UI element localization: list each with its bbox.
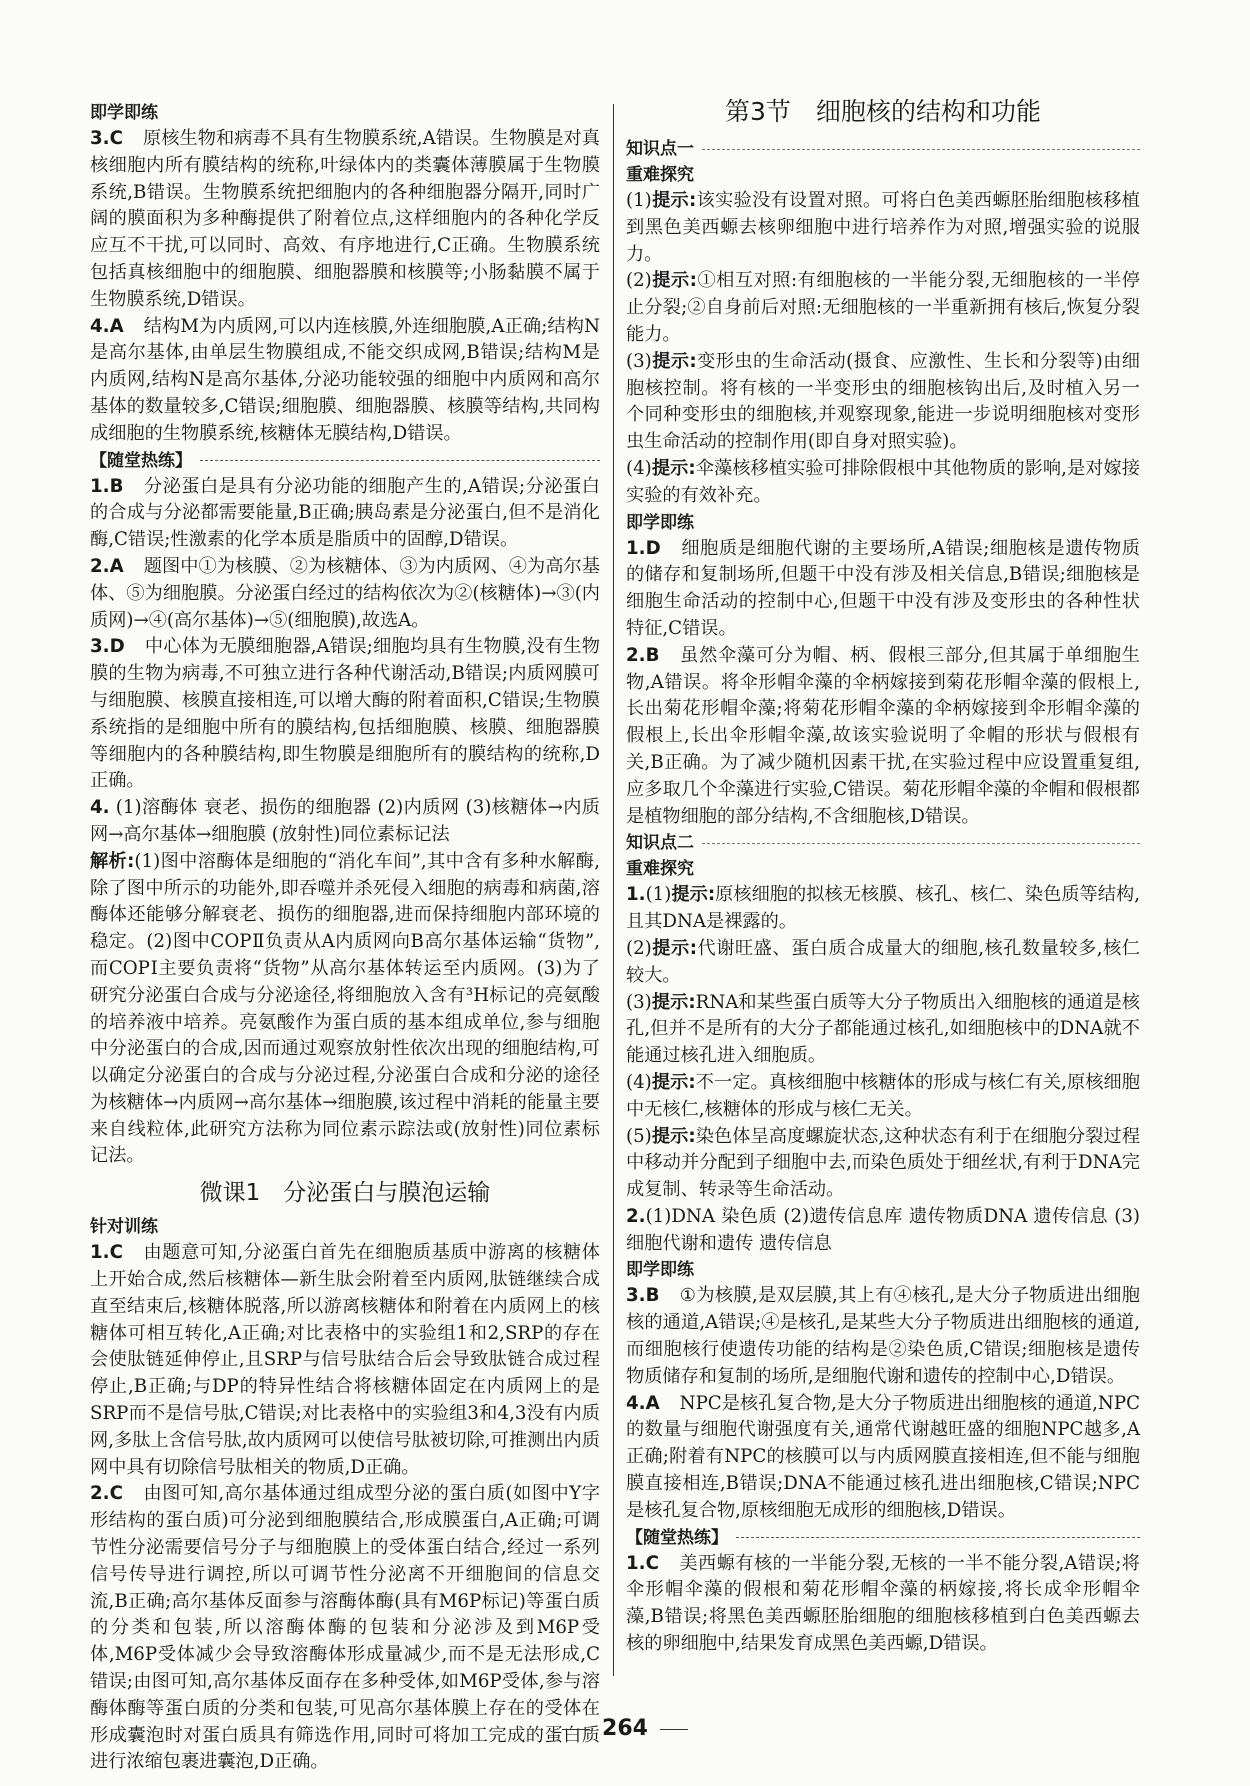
answer-item: 3.D 中心体为无膜细胞器,A错误;细胞均具有生物膜,没有生物膜的生物为病毒,不可独立进行各种代谢活动,B错误;内质网膜可与细胞膜、核膜直接相连,可以增大酶的附着面积,C错误;生物膜系统指的是细胞中所有的膜结构,包括细胞膜、核膜、细胞器膜等细胞内的各种膜结构,即生物膜是细胞所有的膜结构的统称,D正确。 xyxy=(90,636,600,792)
explore-item: (2)提示:①相互对照:有细胞核的一半能分裂,无细胞核的一半停止分裂;②自身前后对照:无细胞核的一半重新拥有核后,恢复分裂能力。 xyxy=(626,270,1140,345)
answer-item: 1.D 细胞质是细胞代谢的主要场所,A错误;细胞核是遗传物质的储存和复制场所,但题干中没有涉及相关信息,B错误;细胞核是细胞生命活动的控制中心,但题干中没有涉及变形虫的各种性状特征,C错误。 xyxy=(626,537,1140,639)
right-column xyxy=(626,97,1140,1658)
section-title: 【随堂热练】 xyxy=(626,1525,1140,1551)
explore-item: 1.(1)提示:原核细胞的拟核无核膜、核孔、核仁、染色质等结构,且其DNA是裸露的。 xyxy=(626,884,1140,933)
knowledge-point-label: 知识点二 xyxy=(626,830,1140,856)
analysis: 解析:(1)图中溶酶体是细胞的“消化车间”,其中含有多种水解酶,除了图中所示的功能外,即吞噬并杀死侵入细胞的病毒和病菌,溶酶体还能够分解衰老、损伤的细胞器,进而保持细胞内部环境的稳定。(2)图中COPⅡ负责从A内质网向B高尔基体运输“货物”,而COPⅠ主要负责将“货物”从高尔基体转运至内质网。(3)为了研究分泌蛋白合成与分泌途径,将细胞放入含有³H标记的亮氨酸的培养液中培养。亮氨酸作为蛋白质的基本组成单位,参与细胞中分泌蛋白的合成,因而通过观察放射性依次出现的细胞结构,可以确定分泌蛋白的合成与分泌过程,分泌蛋白合成和分泌的途径为核糖体→内质网→高尔基体→细胞膜,该过程中消耗的能量主要来自线粒体,此研究方法称为同位素示踪法或(放射性)同位素标记法。 xyxy=(90,850,600,1167)
answer-item: 2.C 由图可知,高尔基体通过组成型分泌的蛋白质(如图中Y字形结构的蛋白质)可分泌到细胞膜结合,形成膜蛋白,A正确;可调节性分泌需要信号分子与细胞膜上的受体蛋白结合,经过一系列信号传导进行调控,所以可调节性分泌离不开细胞间的信息交流,B正确;高尔基体反面参与溶酶体酶(具有M6P标记)等蛋白质的分类和包装,所以溶酶体酶的包装和分泌涉及到M6P受体,M6P受体减少会导致溶酶体形成量减少,而不是无法形成,C错误;由图可知,高尔基体反面存在多种受体,如M6P受体,参与溶酶体酶等蛋白质的分类和包装,可见高尔基体膜上存在的受体在形成囊泡时对蛋白质具有筛选作用,同时可将加工完成的蛋白质进行浓缩包裹进囊泡,D正确。 xyxy=(90,1483,600,1773)
explore-item: (3)提示:RNA和某些蛋白质等大分子物质出入细胞核的通道是核孔,但并不是所有的大分子都能通过核孔,如细胞核中的DNA就不能通过核孔进入细胞质。 xyxy=(626,991,1140,1067)
page-number-dash-right xyxy=(660,1729,688,1730)
section-title: 重难探究 xyxy=(626,165,694,185)
explore-item: (4)提示:伞藻核移植实验可排除假根中其他物质的影响,是对嫁接实验的有效补充。 xyxy=(626,457,1140,506)
section-title: 【随堂热练】 xyxy=(90,448,600,474)
answer-item: 2.A 题图中①为核膜、②为核糖体、③为内质网、④为高尔基体、⑤为细胞膜。分泌蛋白经过的结构依次为②(核糖体)→③(内质网)→④(高尔基体)→⑤(细胞膜),故选A。 xyxy=(90,555,600,631)
page-number-dash-left xyxy=(562,1729,590,1730)
answer-item: 4. (1)溶酶体 衰老、损伤的细胞器 (2)内质网 (3)核糖体→内质网→高尔基体→细胞膜 (放射性)同位素标记法 xyxy=(90,797,600,845)
answer-item: 4.A 结构M为内质网,可以内连核膜,外连细胞膜,A正确;结构N是高尔基体,由单层生物膜组成,不能交织成网,B错误;结构M是内质网,结构N是高尔基体,分泌功能较强的细胞中内质网和高尔基体的数量较多,C错误;细胞膜、细胞器膜、核膜等结构,共同构成细胞的生物膜系统,核糖体无膜结构,D错误。 xyxy=(90,315,600,444)
explore-item: (4)提示:不一定。真核细胞中核糖体的形成与核仁有关,原核细胞中无核仁,核糖体的形成与核仁无关。 xyxy=(626,1071,1140,1120)
explore-item: (1)提示:该实验没有设置对照。可将白色美西螈胚胎细胞核移植到黑色美西螈去核卵细胞中进行培养作为对照,增强实验的说服力。 xyxy=(626,190,1140,265)
answer-item: 3.C 原核生物和病毒不具有生物膜系统,A错误。生物膜是对真核细胞内所有膜结构的统称,叶绿体内的类囊体薄膜属于生物膜系统,B错误。生物膜系统把细胞内的各种细胞器分隔开,同时广阔的膜面积为多种酶提供了附着位点,这样细胞内的各种化学反应互不干扰,可以同时、高效、有序地进行,C正确。生物膜系统包括真核细胞中的细胞膜、细胞器膜和核膜等;小肠黏膜不属于生物膜系统,D错误。 xyxy=(90,128,600,310)
section-title: 即学即练 xyxy=(90,103,158,123)
answer-item: 4.A NPC是核孔复合物,是大分子物质进出细胞核的通道,NPC的数量与细胞代谢强度有关,通常代谢越旺盛的细胞NPC越多,A正确;附着有NPC的核膜可以与内质网膜直接相连,但不能与细胞膜直接相连,B错误;DNA不能通过核孔进出细胞核,C错误;NPC是核孔复合物,原核细胞无成形的细胞核,D错误。 xyxy=(626,1392,1140,1521)
explore-item: (2)提示:代谢旺盛、蛋白质合成量大的细胞,核孔数量较多,核仁较大。 xyxy=(626,937,1140,986)
chapter-title: 第3节 细胞核的结构和功能 xyxy=(725,97,1041,126)
answer-item: 1.B 分泌蛋白是具有分泌功能的细胞产生的,A错误;分泌蛋白的合成与分泌都需要能量,B正确;胰岛素是分泌蛋白,但不是消化酶,C错误;性激素的化学本质是脂质中的固醇,D错误。 xyxy=(90,475,600,551)
explore-item: (5)提示:染色体呈高度螺旋状态,这种状态有利于在细胞分裂过程中移动并分配到子细胞中去,而染色质处于细丝状,有利于DNA完成复制、转录等生命活动。 xyxy=(626,1125,1140,1201)
answer-item: 3.B ①为核膜,是双层膜,其上有④核孔,是大分子物质进出细胞核的通道,A错误;④是核孔,是某些大分子物质进出细胞核的通道,而细胞核行使遗传功能的结构是②染色质,C错误;细胞核是遗传物质储存和复制的场所,是细胞代谢和遗传的控制中心,D错误。 xyxy=(626,1285,1140,1387)
knowledge-point-label: 知识点一 xyxy=(626,136,1140,162)
lesson-title: 微课1 分泌蛋白与膜泡运输 xyxy=(199,1180,491,1207)
column-divider xyxy=(613,104,614,1676)
answer-item: 2.B 虽然伞藻可分为帽、柄、假根三部分,但其属于单细胞生物,A错误。将伞形帽伞藻的伞柄嫁接到菊花形帽伞藻的假根上,长出菊花形帽伞藻;将菊花形帽伞藻的伞柄嫁接到伞形帽伞藻的假根上,长出伞形帽伞藻,故该实验说明了伞帽的形状与假根有关,B正确。为了减少随机因素干扰,在实验过程中应设置重复组,应多取几个伞藻进行实验,C错误。菊花形帽伞藻的伞帽和假根都是植物细胞的部分结构,不含细胞核,D错误。 xyxy=(626,644,1140,827)
explore-item: (3)提示:变形虫的生命活动(摄食、应激性、生长和分裂等)由细胞核控制。将有核的一半变形虫的细胞核钩出后,及时植入另一个同种变形虫的细胞核,并观察现象,能进一步说明细胞核对变形虫生命活动的控制作用(即自身对照实验)。 xyxy=(626,350,1140,453)
section-title: 重难探究 xyxy=(626,859,694,880)
left-column xyxy=(90,100,600,1776)
section-title: 即学即练 xyxy=(626,1260,694,1281)
answer-item: 1.C 美西螈有核的一半能分裂,无核的一半不能分裂,A错误;将伞形帽伞藻的假根和菊花形帽伞藻的柄嫁接,将长成伞形帽伞藻,B错误;将黑色美西螈胚胎细胞的细胞核移植到白色美西螈去核的卵细胞中,结果发育成黑色美西螈,D错误。 xyxy=(626,1552,1140,1655)
section-title: 即学即练 xyxy=(626,512,694,533)
answer-item: 2.(1)DNA 染色质 (2)遗传信息库 遗传物质DNA 遗传信息 (3)细胞代谢和遗传 遗传信息 xyxy=(626,1205,1140,1254)
answer-item: 1.C 由题意可知,分泌蛋白首先在细胞质基质中游离的核糖体上开始合成,然后核糖体—新生肽会附着至内质网,肽链继续合成直至结束后,核糖体脱落,所以游离核糖体和附着在内质网上的核糖体可相互转化,A正确;对比表格中的实验组1和2,SRP的存在会使肽链延伸停止,且SRP与信号肽结合后会导致肽链合成过程停止,B正确;与DP的特异性结合将核糖体固定在内质网上的是SRP而不是信号肽,C错误;对比表格中的实验组3和4,3没有内质网,多肽上含信号肽,故内质网可以使信号肽被切除,可推测出内质网中具有切除信号肽相关的物质,D正确。 xyxy=(90,1242,600,1478)
page-number: 264 xyxy=(0,1716,1250,1741)
section-title: 针对训练 xyxy=(90,1217,158,1238)
